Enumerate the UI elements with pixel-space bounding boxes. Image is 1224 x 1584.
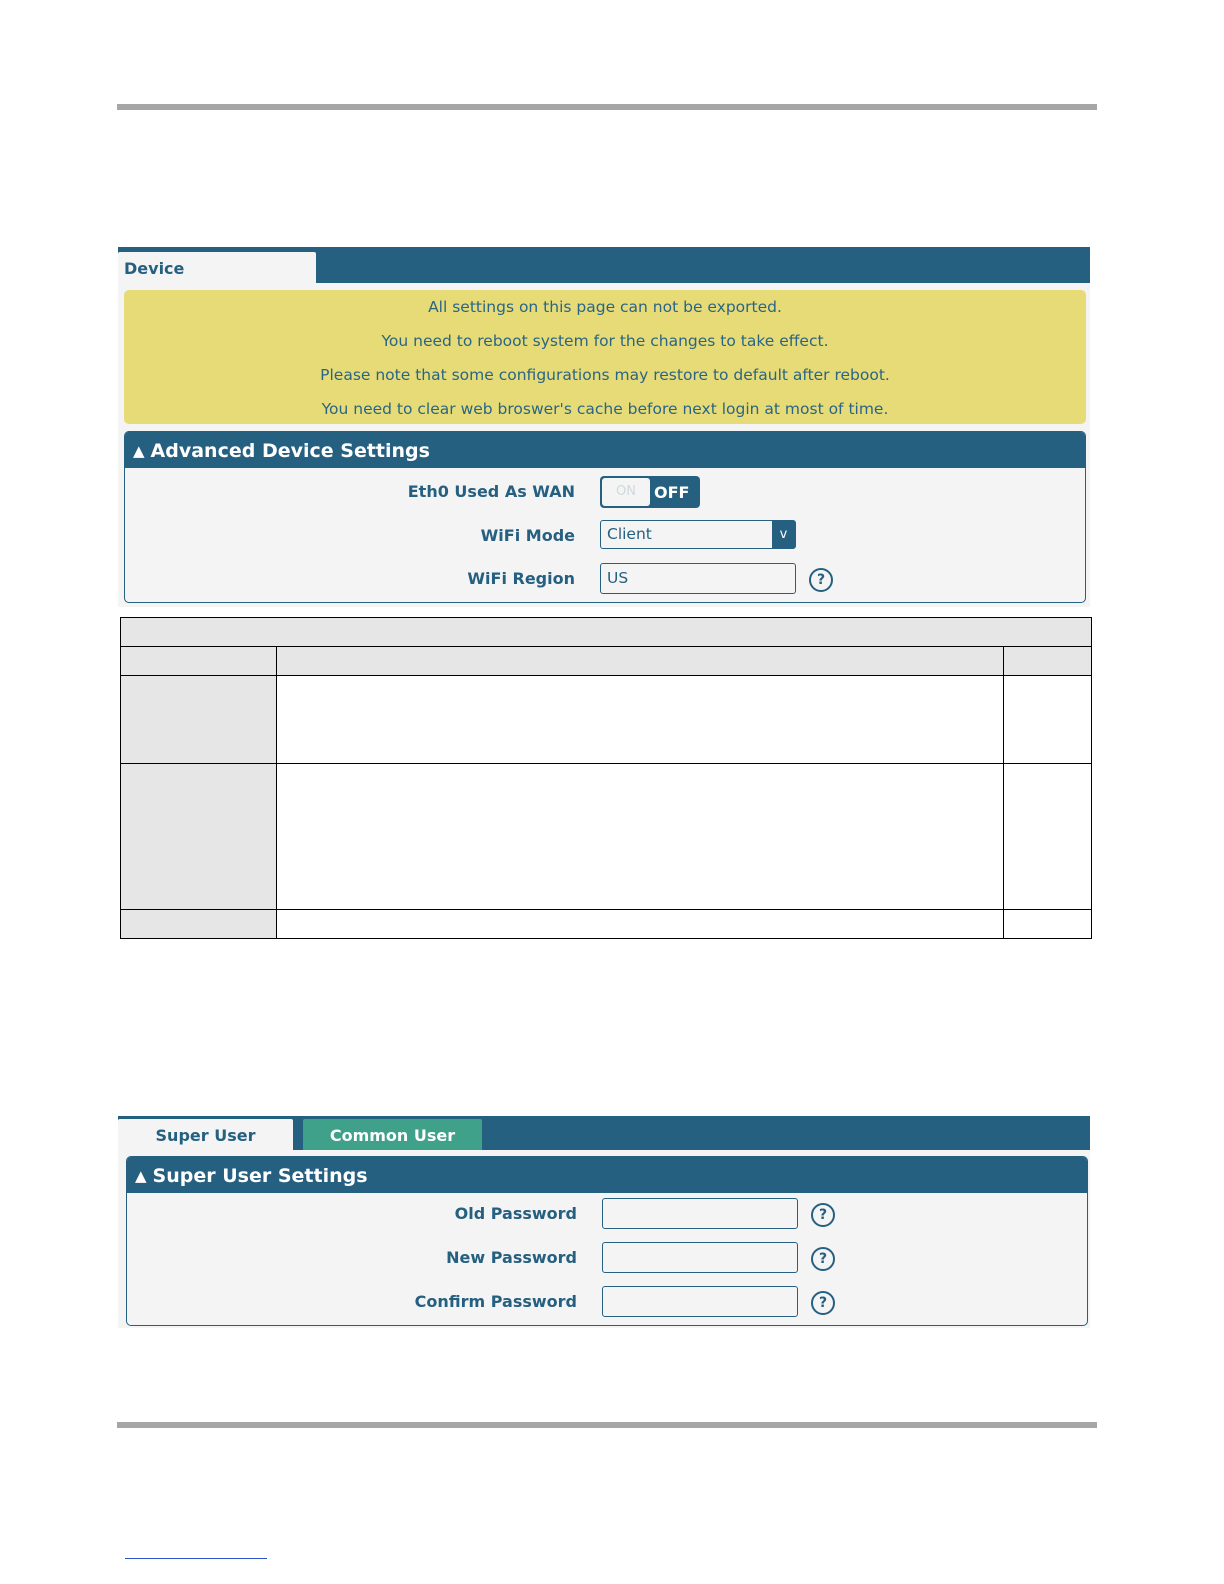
tab-bar [118, 247, 1090, 283]
old-password-input[interactable] [602, 1198, 798, 1229]
eth0-label: Eth0 Used As WAN [407, 482, 575, 501]
confirm-password-input[interactable] [602, 1286, 798, 1317]
notice-line: Please note that some configurations may restore to default after reboot. [320, 366, 890, 384]
new-password-input[interactable] [602, 1242, 798, 1273]
header-rule [117, 104, 1097, 110]
tab-bar [118, 1116, 1090, 1150]
help-icon[interactable]: ? [811, 1291, 835, 1315]
help-icon[interactable]: ? [811, 1203, 835, 1227]
notice-line: You need to reboot system for the changes to take effect. [381, 332, 829, 350]
table-cell [121, 676, 277, 764]
table-cell [277, 910, 1004, 939]
notice-line: You need to clear web broswer's cache before next login at most of time. [321, 400, 889, 418]
old-password-row [127, 1198, 1088, 1230]
toggle-state: OFF [654, 483, 690, 502]
confirm-password-label: Confirm Password [414, 1292, 577, 1311]
table-header-cell [121, 647, 277, 676]
section-title: Super User Settings [152, 1165, 368, 1187]
chevron-up-icon: ▲ [135, 1167, 147, 1185]
chevron-up-icon: ▲ [133, 442, 145, 460]
eth0-toggle[interactable] [600, 476, 700, 508]
section-header[interactable] [125, 432, 1085, 468]
new-password-row [127, 1242, 1088, 1274]
chevron-down-icon: v [772, 521, 795, 548]
table-title-cell [121, 618, 1092, 647]
table-cell [121, 764, 277, 910]
section-header[interactable] [127, 1157, 1087, 1193]
wifi-mode-value: Client [607, 525, 652, 543]
wifi-region-row [125, 563, 1086, 595]
advanced-device-settings-section [124, 431, 1086, 603]
super-user-settings-section [126, 1156, 1088, 1326]
wifi-region-input[interactable]: US [600, 563, 796, 594]
wifi-region-label: WiFi Region [467, 569, 575, 588]
eth0-row [125, 476, 1086, 508]
tab-common-user[interactable]: Common User [303, 1119, 482, 1150]
new-password-label: New Password [446, 1248, 577, 1267]
table-cell [1004, 764, 1092, 910]
table-cell [277, 764, 1004, 910]
table-header-cell [277, 647, 1004, 676]
device-configuration-panel [118, 247, 1090, 607]
wifi-mode-select[interactable] [600, 520, 796, 549]
table-cell [1004, 676, 1092, 764]
confirm-password-row [127, 1286, 1088, 1318]
wifi-mode-label: WiFi Mode [480, 526, 575, 545]
help-icon[interactable]: ? [809, 568, 833, 592]
wifi-mode-row [125, 520, 1086, 552]
help-icon[interactable]: ? [811, 1247, 835, 1271]
table-cell [1004, 910, 1092, 939]
footer-rule [117, 1422, 1097, 1428]
user-configuration-panel [118, 1116, 1090, 1328]
table-cell [121, 910, 277, 939]
old-password-label: Old Password [454, 1204, 577, 1223]
footer-link-underline [125, 1558, 267, 1559]
tab-device-configuration[interactable]: Device [118, 252, 316, 283]
table-cell [277, 676, 1004, 764]
section-title: Advanced Device Settings [150, 440, 430, 462]
notice-box [124, 290, 1086, 424]
notice-line: All settings on this page can not be exported. [428, 298, 782, 316]
parameter-table [120, 617, 1092, 939]
tab-super-user[interactable]: Super User [118, 1119, 293, 1150]
toggle-knob: ON [602, 478, 650, 506]
table-header-cell [1004, 647, 1092, 676]
